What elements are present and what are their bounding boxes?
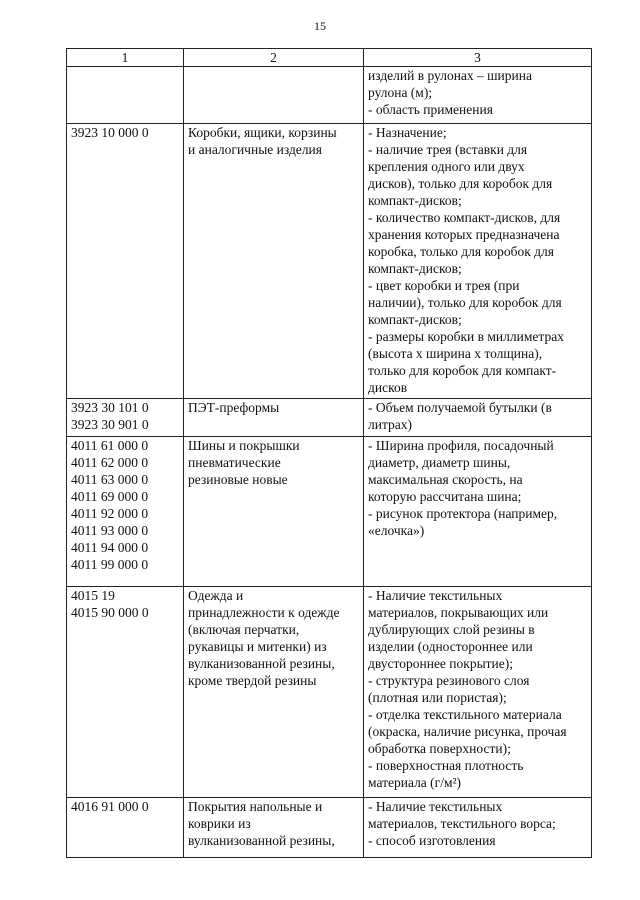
attributes-line: двустороннее покрытие); <box>368 656 514 671</box>
description-line: принадлежности к одежде <box>188 605 340 620</box>
attributes-line: - Объем получаемой бутылки (в <box>368 400 552 415</box>
description-line: коврики из <box>188 816 251 831</box>
attributes-line: рулона (м); <box>368 85 433 100</box>
attributes-line: наличии), только для коробок для <box>368 295 562 310</box>
hs-code-line: 4011 99 000 0 <box>71 557 149 572</box>
hs-code-line: 4015 19 <box>71 588 115 603</box>
attributes-line: обработка поверхности); <box>368 741 511 756</box>
table-row <box>67 67 592 124</box>
attributes-line: - Ширина профиля, посадочный <box>368 438 554 453</box>
attributes-line: материалов, текстильного ворса; <box>368 816 556 831</box>
hs-code-line: 4011 61 000 0 <box>71 438 149 453</box>
attributes-line: дисков), только для коробок для <box>368 176 553 191</box>
attributes-line: - способ изготовления <box>368 833 496 848</box>
attributes-line: хранения которых предназначена <box>368 227 560 242</box>
attributes-line: (окраска, наличие рисунка, прочая <box>368 724 567 739</box>
attributes-cell <box>364 437 592 587</box>
description-line: ПЭТ-преформы <box>188 400 280 415</box>
attributes-line: коробка, только для коробок для <box>368 244 554 259</box>
table-body <box>67 67 592 858</box>
hs-code-line: 3923 30 901 0 <box>71 417 149 432</box>
attributes-line: изделии (одностороннее или <box>368 639 533 654</box>
hs-code-cell <box>67 798 184 858</box>
description-line: пневматические <box>188 455 281 470</box>
hs-code-line: 4011 94 000 0 <box>71 540 149 555</box>
hs-code-line: 4011 93 000 0 <box>71 523 149 538</box>
hs-code-cell <box>67 124 184 399</box>
attributes-line: - размеры коробки в миллиметрах <box>368 329 564 344</box>
attributes-line: только для коробок для компакт- <box>368 363 557 378</box>
attributes-line: материала (г/м²) <box>368 775 462 790</box>
attributes-line: - поверхностная плотность <box>368 758 524 773</box>
description-line: и аналогичные изделия <box>188 142 322 157</box>
attributes-line: которую рассчитана шина; <box>368 489 522 504</box>
attributes-line: - структура резинового слоя <box>368 673 530 688</box>
attributes-line: - отделка текстильного материала <box>368 707 562 722</box>
description-line: вулканизованной резины, <box>188 656 335 671</box>
description-line: (включая перчатки, <box>188 622 300 637</box>
attributes-cell <box>364 798 592 858</box>
attributes-cell <box>364 124 592 399</box>
description-line: резиновые новые <box>188 472 288 487</box>
hs-code-line: 4011 69 000 0 <box>71 489 149 504</box>
attributes-line: - цвет коробки и трея (при <box>368 278 520 293</box>
table-row <box>67 798 592 858</box>
description-line: Шины и покрышки <box>188 438 300 453</box>
attributes-line: (высота х ширина х толщина), <box>368 346 543 361</box>
classification-table <box>66 48 592 858</box>
attributes-line: «елочка») <box>368 523 425 538</box>
description-line: рукавицы и митенки) из <box>188 639 327 654</box>
hs-code-cell <box>67 437 184 587</box>
table-row <box>67 399 592 437</box>
description-cell <box>184 124 364 399</box>
attributes-line: дисков <box>368 380 408 395</box>
header-col-2: 2 <box>184 49 364 67</box>
description-cell <box>184 67 364 124</box>
attributes-line: компакт-дисков; <box>368 312 462 327</box>
header-col-3: 3 <box>364 49 592 67</box>
attributes-line: - количество компакт-дисков, для <box>368 210 561 225</box>
attributes-cell <box>364 587 592 798</box>
hs-code-line: 4011 63 000 0 <box>71 472 149 487</box>
description-line: Покрытия напольные и <box>188 799 323 814</box>
description-cell <box>184 587 364 798</box>
description-line: кроме твердой резины <box>188 673 317 688</box>
hs-code-line: 4016 91 000 0 <box>71 799 149 814</box>
description-cell <box>184 437 364 587</box>
description-line: Одежда и <box>188 588 244 603</box>
attributes-line: - область применения <box>368 102 493 117</box>
description-line: вулканизованной резины, <box>188 833 335 848</box>
description-cell <box>184 798 364 858</box>
hs-code-line: 4011 62 000 0 <box>71 455 149 470</box>
description-cell <box>184 399 364 437</box>
attributes-line: материалов, покрывающих или <box>368 605 549 620</box>
table-row <box>67 124 592 399</box>
attributes-line: - наличие трея (вставки для <box>368 142 528 157</box>
attributes-line: - Назначение; <box>368 125 447 140</box>
attributes-line: изделий в рулонах – ширина <box>368 68 532 83</box>
attributes-line: дублирующих слой резины в <box>368 622 535 637</box>
attributes-line: диаметр, диаметр шины, <box>368 455 511 470</box>
attributes-line: крепления одного или двух <box>368 159 525 174</box>
hs-code-line: 3923 30 101 0 <box>71 400 149 415</box>
page-number: 15 <box>314 19 326 33</box>
hs-code-cell <box>67 399 184 437</box>
attributes-cell <box>364 399 592 437</box>
attributes-line: - Наличие текстильных <box>368 588 503 603</box>
attributes-line: компакт-дисков; <box>368 193 462 208</box>
attributes-cell <box>364 67 592 124</box>
hs-code-line: 3923 10 000 0 <box>71 125 149 140</box>
header-row <box>67 49 592 67</box>
hs-code-cell <box>67 587 184 798</box>
hs-code-line: 4011 92 000 0 <box>71 506 149 521</box>
header-col-1: 1 <box>67 49 184 67</box>
attributes-line: максимальная скорость, на <box>368 472 523 487</box>
attributes-line: - Наличие текстильных <box>368 799 503 814</box>
table-row <box>67 587 592 798</box>
hs-code-cell <box>67 67 184 124</box>
attributes-line: - рисунок протектора (например, <box>368 506 558 521</box>
hs-code-line: 4015 90 000 0 <box>71 605 149 620</box>
description-line: Коробки, ящики, корзины <box>188 125 337 140</box>
attributes-line: компакт-дисков; <box>368 261 462 276</box>
attributes-line: (плотная или пористая); <box>368 690 507 705</box>
attributes-line: литрах) <box>368 417 413 432</box>
table-row <box>67 437 592 587</box>
